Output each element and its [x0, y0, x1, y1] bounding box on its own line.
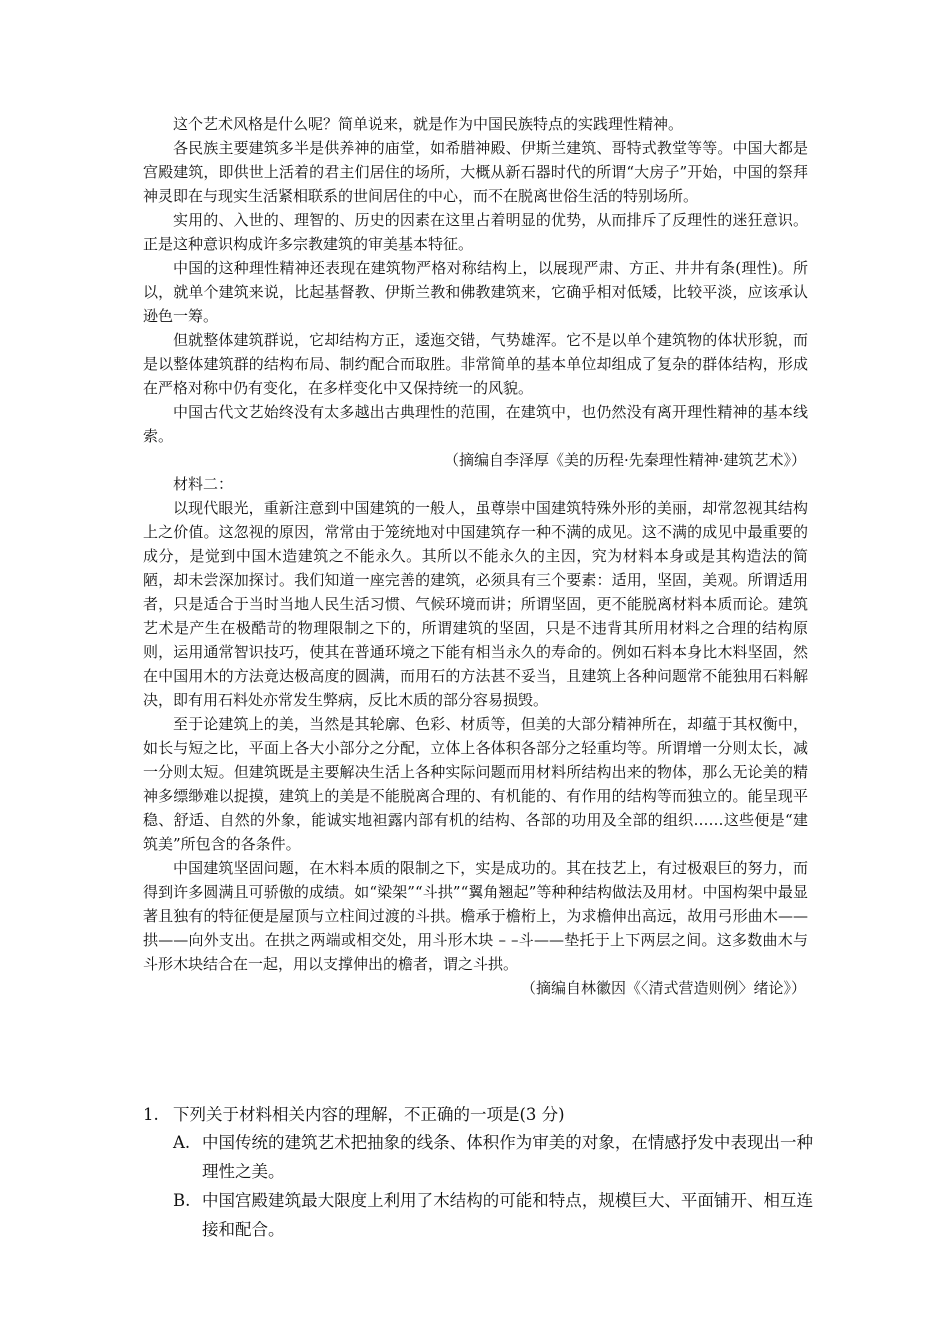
citation: （摘编自林徽因《〈清式营造则例〉绪论》）: [520, 979, 806, 997]
paragraph: 中国建筑坚固问题，在木料本质的限制之下，实是成功的。其在技艺上，有过极艰巨的努力，而得到许多圆满且可骄傲的成绩。如“梁架”“斗拱”“翼角翘起”等种种结构做法及用材。中国构架中最显著且独有的特征便是屋顶与立柱间过渡的斗拱。檐承于檐桁上，为求檐伸出高远，故用弓形曲木——拱——向外支出。在拱之两端或相交处，用斗形木块 – –斗——垫托于上下两层之间。这多数曲木与斗形木块结合在一起，用以支撑伸出的檐者，谓之斗拱。: [143, 859, 808, 973]
option-a: [173, 1128, 813, 1186]
paragraph: 至于论建筑上的美，当然是其轮廓、色彩、材质等，但美的大部分精神所在，却蕴于其权衡中，如长与短之比，平面上各大小部分之分配，立体上各体积各部分之轻重均等。所谓增一分则太长，减一分则太短。但建筑既是主要解决生活上各种实际问题而用材料所结构出来的物体，那么无论美的精神多缥缈难以捉摸，建筑上的美是不能脱离合理的、有机能的、有作用的结构等而独立的。能呈现平稳、舒适、自然的外象，能诚实地袒露内部有机的结构、各部的功用及全部的组织……这些便是“建筑美”所包含的各条件。: [143, 715, 808, 853]
paragraph: 中国的这种理性精神还表现在建筑物严格对称结构上，以展现严肃、方正、井井有条(理性)。所以，就单个建筑来说，比起基督教、伊斯兰教和佛教建筑来，它确乎相对低矮，比较平淡，应该承认逊色一筹。: [143, 259, 808, 325]
option-letter: A.: [173, 1133, 191, 1152]
option-text: 中国传统的建筑艺术把抽象的线条、体积作为审美的对象，在情感抒发中表现出一种理性之美。: [202, 1133, 813, 1181]
paragraph: 但就整体建筑群说，它却结构方正，逶迤交错，气势雄浑。它不是以单个建筑物的体状形貌，而是以整体建筑群的结构布局、制约配合而取胜。非常简单的基本单位却组成了复杂的群体结构，形成在严格对称中仍有变化，在多样变化中又保持统一的风貌。: [143, 331, 808, 397]
paragraph: 各民族主要建筑多半是供养神的庙堂，如希腊神殿、伊斯兰建筑、哥特式教堂等等。中国大都是宫殿建筑，即供世上活着的君主们居住的场所，大概从新石器时代的所谓“大房子”开始，中国的祭拜神灵即在与现实生活紧相联系的世间居住的中心，而不在脱离世俗生活的特别场所。: [143, 139, 808, 205]
option-b: [173, 1186, 813, 1244]
paragraph: 这个艺术风格是什么呢？简单说来，就是作为中国民族特点的实践理性精神。: [173, 115, 684, 133]
material-label: 材料二：: [173, 475, 234, 493]
question-number: 1.: [143, 1105, 159, 1124]
question-text: 下列关于材料相关内容的理解，不正确的一项是(3 分): [173, 1105, 565, 1124]
question-stem: [143, 1102, 813, 1128]
reading-passage: [143, 112, 808, 1000]
question-block: [143, 1102, 813, 1244]
option-text: 中国宫殿建筑最大限度上利用了木结构的可能和特点，规模巨大、平面铺开、相互连接和配合。: [202, 1191, 813, 1239]
paragraph: 实用的、入世的、理智的、历史的因素在这里占着明显的优势，从而排斥了反理性的迷狂意识。正是这种意识构成许多宗教建筑的审美基本特征。: [143, 211, 808, 253]
paragraph: 以现代眼光，重新注意到中国建筑的一般人，虽尊崇中国建筑特殊外形的美丽，却常忽视其结构上之价值。这忽视的原因，常常由于笼统地对中国建筑存一种不满的成见。这不满的成见中最重要的成分，是觉到中国木造建筑之不能永久。其所以不能永久的主因，究为材料本身或是其构造法的简陋，却未尝深加探讨。我们知道一座完善的建筑，必须具有三个要素：适用，坚固，美观。所谓适用者，只是适合于当时当地人民生活习惯、气候环境而讲；所谓坚固，更不能脱离材料本质而论。建筑艺术是产生在极酷苛的物理限制之下的，所谓建筑的坚固，只是不违背其所用材料之合理的结构原则，运用通常智识技巧，使其在普通环境之下能有相当永久的寿命的。例如石料本身比木料坚固，然在中国用木的方法竟达极高度的圆满，而用石的方法甚不妥当，且建筑上各种问题常不能独用石料解决，即有用石料处亦常发生弊病，反比木质的部分容易损毁。: [143, 499, 808, 709]
paragraph: 中国古代文艺始终没有太多越出古典理性的范围，在建筑中，也仍然没有离开理性精神的基本线索。: [143, 403, 808, 445]
citation: （摘编自李泽厚《美的历程·先秦理性精神·建筑艺术》）: [443, 451, 806, 469]
option-letter: B.: [173, 1191, 191, 1210]
